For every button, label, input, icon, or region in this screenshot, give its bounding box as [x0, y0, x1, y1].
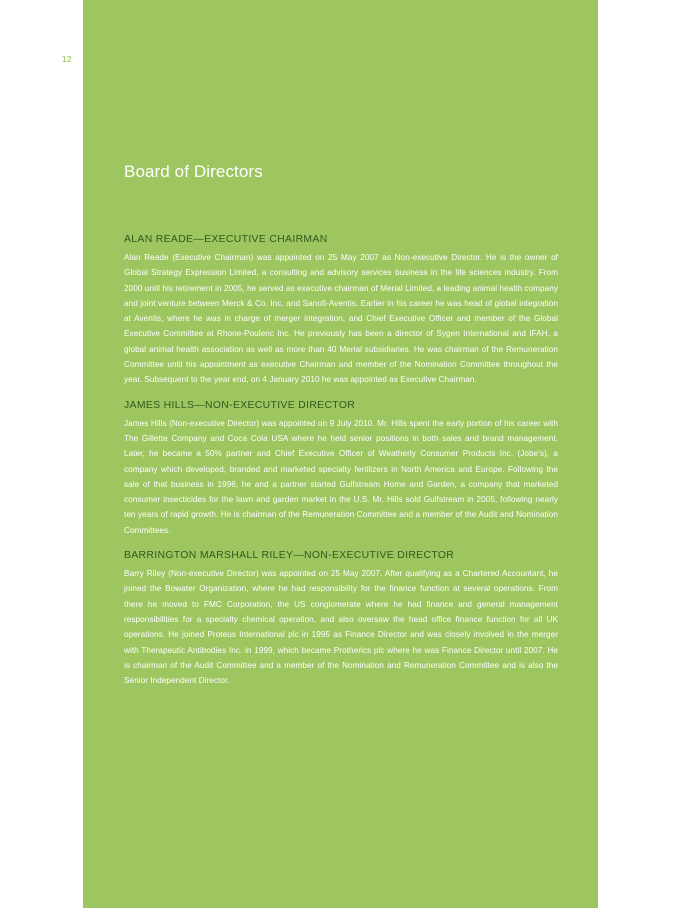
directors-list	[124, 233, 558, 699]
page-title: Board of Directors	[124, 162, 263, 181]
director-section-alan-reade	[124, 233, 558, 388]
director-biography: Barry Riley (Non-executive Director) was appointed on 25 May 2007. After qualifying as a Chartered Accountant, he joined the Bowater Organization, where he had responsibility for the finance function at several operations. From there he moved to FMC Corporation, the US conglomerate where he had finance and general management responsibilities for a specialty chemical operation, and also oversaw the head office finance function for all UK operations. He joined Proteus International plc in 1995 as Finance Director and was closely involved in the merger with Therapeutic Antibodies Inc. in 1999, which became Protherics plc where he was Finance Director until 2007. He is chairman of the Audit Committee and a member of the Nomination and Remuneration Committee and is also the Senior Independent Director.	[124, 569, 558, 686]
director-biography: Alan Reade (Executive Chairman) was appointed on 25 May 2007 as Non-executive Director. He is the owner of Global Strategy Expression Limited, a consulting and advisory services business in the life sciences industry. From 2000 until his retirement in 2005, he served as executive chairman of Merial Limited, a leading animal health company and joint venture between Merck & Co. Inc. and Sanofi-Aventis. Earlier in his career he was head of global integration at Aventis, where he was in charge of merger integration, and Chief Executive Officer and member of the Global Executive Committee at Rhone-Poulenc Inc. He previously has been a director of Sygen International and IFAH, a global animal health association as well as more than 40 Merial subsidiaries. He was chairman of the Remuneration Committee until his appointment as executive Chairman and member of the Nomination Committee throughout the year. Subsequent to the year end, on 4 January 2010 he was appointed as Executive Chairman.	[124, 253, 558, 385]
director-heading: BARRINGTON MARSHALL RILEY—NON-EXECUTIVE DIRECTOR	[124, 550, 455, 562]
director-section-barrington-riley	[124, 549, 558, 688]
director-section-james-hills	[124, 399, 558, 538]
page-number: 12	[62, 55, 72, 64]
director-biography: James Hills (Non-executive Director) was appointed on 9 July 2010. Mr. Hills spent the early portion of his career with The Gillette Company and Coca Cola USA where he held senior positions in both sales and brand management. Later, he became a 50% partner and Chief Executive Officer of Weatherly Consumer Products Inc. (Jobe's), a company which developed, branded and marketed specialty fertilizers in North America and Europe. Following the sale of that business in 1996, he and a partner started Gulfstream Home and Garden, a company that marketed consumer insecticides for the lawn and garden market in the U.S. Mr. Hills sold Gulfstream in 2005, following nearly ten years of rapid growth. He is chairman of the Remuneration Committee and a member of the Audit and Nomination Committees.	[124, 418, 558, 535]
director-heading: JAMES HILLS—NON-EXECUTIVE DIRECTOR	[124, 399, 356, 411]
director-heading: ALAN READE—EXECUTIVE CHAIRMAN	[124, 234, 328, 245]
